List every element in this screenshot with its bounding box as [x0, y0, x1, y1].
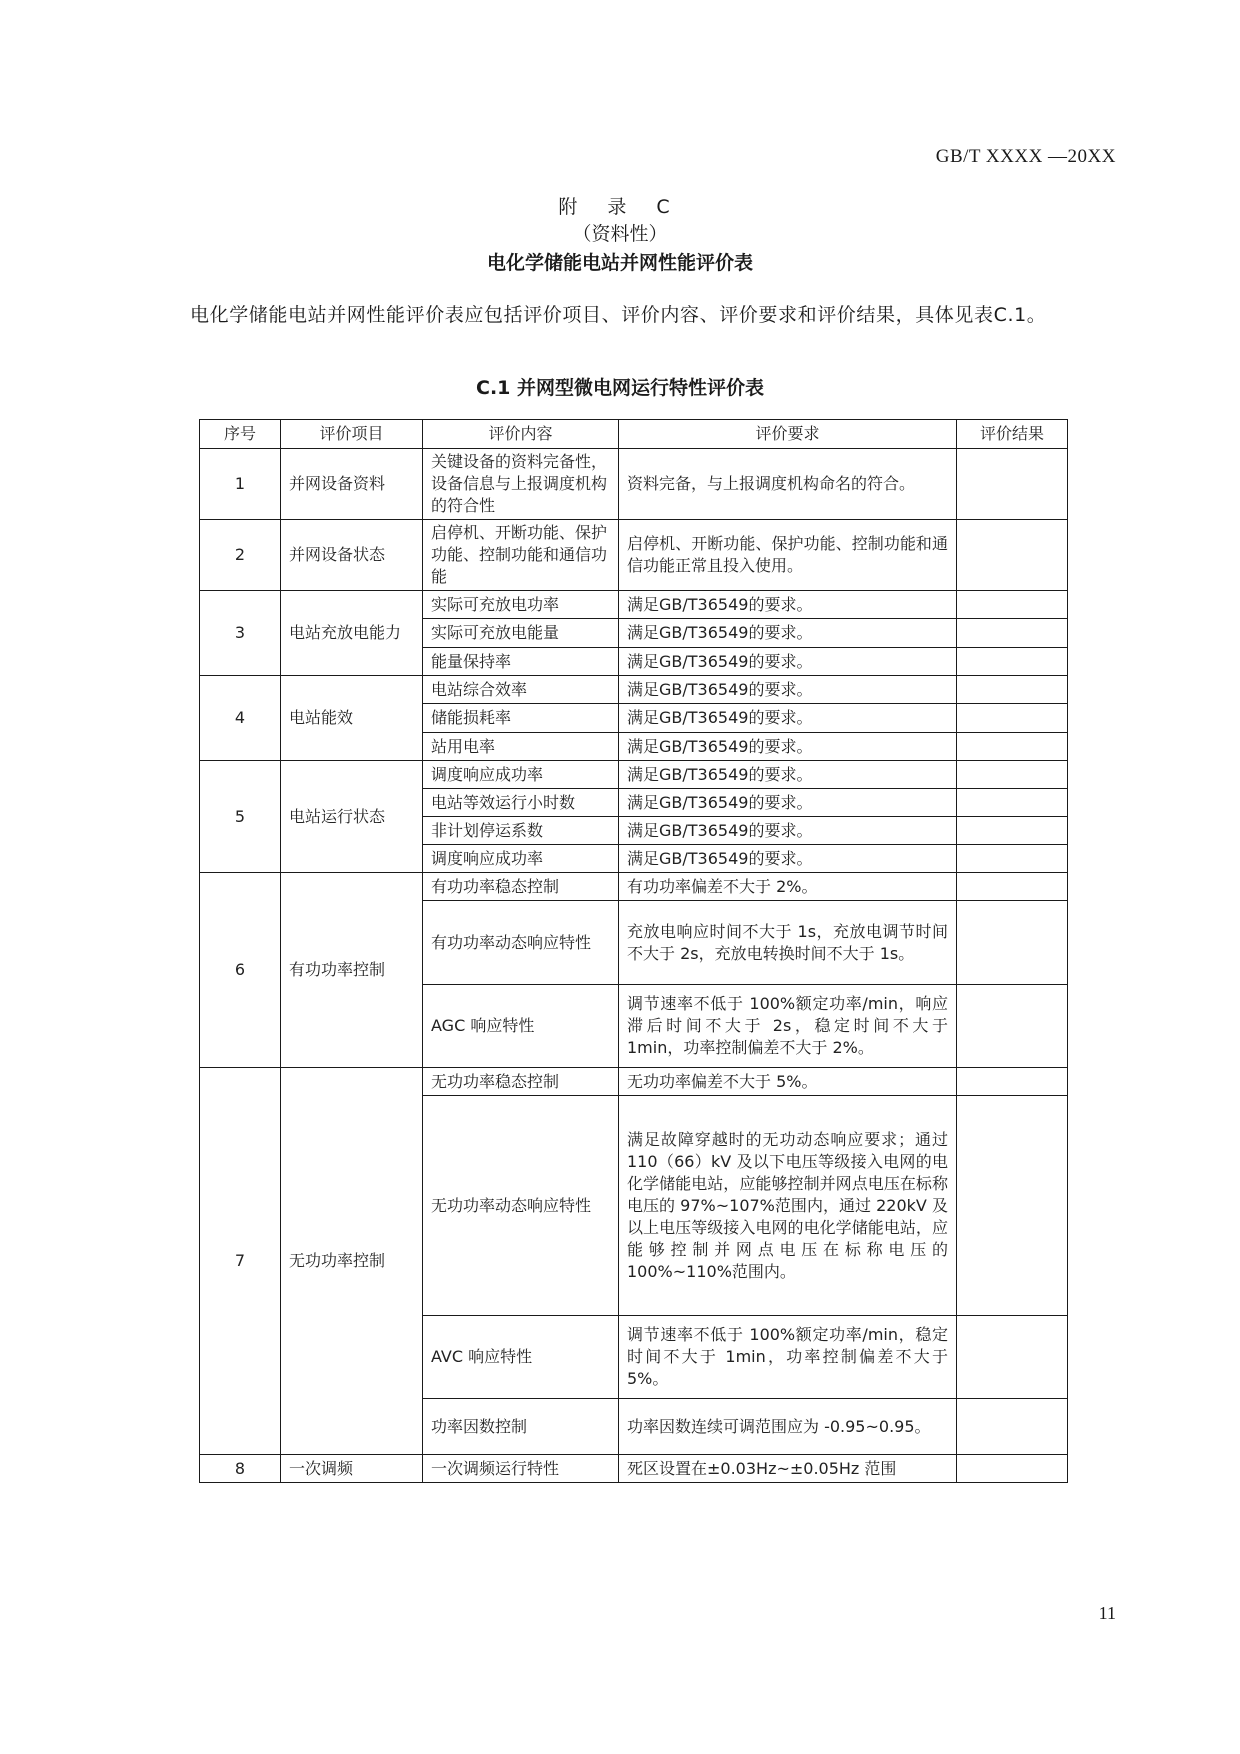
cell-content: 电站等效运行小时数	[423, 789, 619, 817]
cell-requirement: 资料完备，与上报调度机构命名的符合。	[619, 449, 957, 520]
cell-no: 8	[200, 1455, 281, 1483]
cell-content: 有功功率动态响应特性	[423, 901, 619, 985]
cell-item: 无功功率控制	[281, 1068, 423, 1455]
cell-content: 储能损耗率	[423, 704, 619, 733]
cell-requirement: 满足GB/T36549的要求。	[619, 761, 957, 789]
cell-result[interactable]	[957, 619, 1068, 648]
cell-content: 无功功率动态响应特性	[423, 1096, 619, 1316]
cell-result[interactable]	[957, 1096, 1068, 1316]
cell-content: 调度响应成功率	[423, 845, 619, 873]
cell-no: 5	[200, 761, 281, 873]
cell-result[interactable]	[957, 761, 1068, 789]
cell-result[interactable]	[957, 1455, 1068, 1483]
cell-content: 站用电率	[423, 733, 619, 761]
table-row	[200, 761, 1068, 789]
cell-no: 3	[200, 591, 281, 676]
cell-requirement: 满足GB/T36549的要求。	[619, 817, 957, 845]
cell-requirement: 满足GB/T36549的要求。	[619, 619, 957, 648]
cell-result[interactable]	[957, 873, 1068, 901]
cell-item: 电站充放电能力	[281, 591, 423, 676]
cell-content: 无功功率稳态控制	[423, 1068, 619, 1096]
header-requirement: 评价要求	[619, 420, 957, 449]
table-row	[200, 520, 1068, 591]
cell-content: 关键设备的资料完备性，设备信息与上报调度机构的符合性	[423, 449, 619, 520]
cell-result[interactable]	[957, 817, 1068, 845]
cell-content: 有功功率稳态控制	[423, 873, 619, 901]
cell-requirement: 满足GB/T36549的要求。	[619, 733, 957, 761]
cell-content: 启停机、开断功能、保护功能、控制功能和通信功能	[423, 520, 619, 591]
cell-content: 一次调频运行特性	[423, 1455, 619, 1483]
cell-result[interactable]	[957, 789, 1068, 817]
cell-requirement: 有功功率偏差不大于 2%。	[619, 873, 957, 901]
appendix-type: （资料性）	[572, 223, 668, 245]
cell-requirement: 满足故障穿越时的无功动态响应要求；通过 110（66）kV 及以下电压等级接入电网的电化学储能电站，应能够控制并网点电压在标称电压的 97%~107%范围内，通过 220kV 及以上电压等级接入电网的电化学储能电站，应能够控制并网点电压在标称电压的 100%~110%范围内。	[619, 1096, 957, 1316]
table-row	[200, 591, 1068, 619]
cell-requirement: 满足GB/T36549的要求。	[619, 591, 957, 619]
cell-item: 电站运行状态	[281, 761, 423, 873]
cell-result[interactable]	[957, 676, 1068, 704]
page-number: 11	[1098, 1603, 1116, 1623]
cell-no: 1	[200, 449, 281, 520]
cell-item: 一次调频	[281, 1455, 423, 1483]
cell-requirement: 调节速率不低于 100%额定功率/min，响应滞后时间不大于 2s，稳定时间不大于 1min，功率控制偏差不大于 2%。	[619, 985, 957, 1068]
table-row	[200, 676, 1068, 704]
cell-requirement: 无功功率偏差不大于 5%。	[619, 1068, 957, 1096]
cell-requirement: 功率因数连续可调范围应为 -0.95~0.95。	[619, 1399, 957, 1455]
cell-content: 调度响应成功率	[423, 761, 619, 789]
cell-content: 电站综合效率	[423, 676, 619, 704]
cell-result[interactable]	[957, 520, 1068, 591]
header-content: 评价内容	[423, 420, 619, 449]
cell-result[interactable]	[957, 704, 1068, 733]
table-row	[200, 1068, 1068, 1096]
cell-content: AGC 响应特性	[423, 985, 619, 1068]
table-row	[200, 1455, 1068, 1483]
cell-requirement: 满足GB/T36549的要求。	[619, 789, 957, 817]
appendix-label: 附 录 C	[558, 196, 682, 218]
cell-requirement: 充放电响应时间不大于 1s，充放电调节时间不大于 2s，充放电转换时间不大于 1s。	[619, 901, 957, 985]
cell-content: 实际可充放电功率	[423, 591, 619, 619]
cell-no: 7	[200, 1068, 281, 1455]
appendix-title: 电化学储能电站并网性能评价表	[486, 252, 753, 274]
table-body	[200, 449, 1068, 1483]
cell-requirement: 调节速率不低于 100%额定功率/min，稳定时间不大于 1min，功率控制偏差不大于 5%。	[619, 1316, 957, 1399]
cell-result[interactable]	[957, 1399, 1068, 1455]
table-header-row	[200, 420, 1068, 449]
cell-item: 电站能效	[281, 676, 423, 761]
cell-result[interactable]	[957, 901, 1068, 985]
intro-paragraph: 电化学储能电站并网性能评价表应包括评价项目、评价内容、评价要求和评价结果，具体见表C.1。	[190, 304, 1047, 326]
cell-no: 2	[200, 520, 281, 591]
cell-requirement: 满足GB/T36549的要求。	[619, 648, 957, 676]
cell-requirement: 满足GB/T36549的要求。	[619, 676, 957, 704]
cell-result[interactable]	[957, 1068, 1068, 1096]
cell-result[interactable]	[957, 733, 1068, 761]
cell-content: 能量保持率	[423, 648, 619, 676]
cell-content: 非计划停运系数	[423, 817, 619, 845]
cell-item: 并网设备资料	[281, 449, 423, 520]
evaluation-table	[199, 419, 1068, 1483]
table-title: C.1 并网型微电网运行特性评价表	[476, 377, 764, 399]
cell-content: 实际可充放电能量	[423, 619, 619, 648]
table-row	[200, 873, 1068, 901]
cell-result[interactable]	[957, 449, 1068, 520]
header-no: 序号	[200, 420, 281, 449]
cell-item: 并网设备状态	[281, 520, 423, 591]
cell-content: AVC 响应特性	[423, 1316, 619, 1399]
cell-result[interactable]	[957, 845, 1068, 873]
cell-result[interactable]	[957, 591, 1068, 619]
cell-result[interactable]	[957, 985, 1068, 1068]
cell-result[interactable]	[957, 1316, 1068, 1399]
cell-content: 功率因数控制	[423, 1399, 619, 1455]
cell-result[interactable]	[957, 648, 1068, 676]
cell-item: 有功功率控制	[281, 873, 423, 1068]
cell-requirement: 启停机、开断功能、保护功能、控制功能和通信功能正常且投入使用。	[619, 520, 957, 591]
cell-requirement: 死区设置在±0.03Hz~±0.05Hz 范围	[619, 1455, 957, 1483]
cell-requirement: 满足GB/T36549的要求。	[619, 845, 957, 873]
cell-requirement: 满足GB/T36549的要求。	[619, 704, 957, 733]
header-result: 评价结果	[957, 420, 1068, 449]
table-row	[200, 449, 1068, 520]
standard-code: GB/T XXXX —20XX	[935, 146, 1116, 167]
cell-no: 4	[200, 676, 281, 761]
cell-no: 6	[200, 873, 281, 1068]
header-item: 评价项目	[281, 420, 423, 449]
